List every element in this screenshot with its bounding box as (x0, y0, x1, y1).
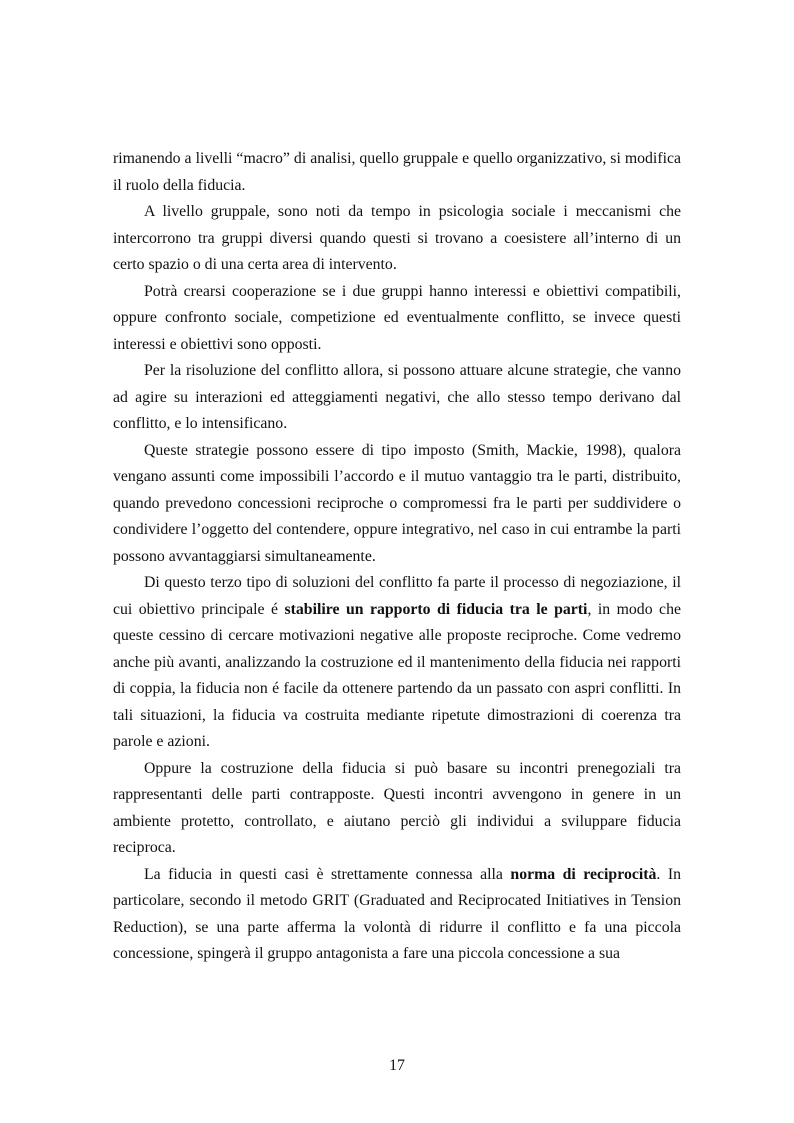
paragraph-4: Per la risoluzione del conflitto allora, si possono attuare alcune strategie, che vanno ad agire su interazioni ed atteggiamenti negativi, che allo stesso tempo derivano dal conflitto, e lo intensificano. (113, 362, 681, 432)
paragraph-2: A livello gruppale, sono noti da tempo in psicologia sociale i meccanismi che intercorrono tra gruppi diversi quando questi si trovano a coesistere all’interno di un certo spazio o di una certa area di intervento. (113, 203, 681, 273)
paragraph-8-text-after: . In particolare, secondo il metodo GRIT (Graduated and Reciprocated Initiatives in Tension Reduction), se una parte afferma la volontà di ridurre il conflitto e fa una piccola concessione, spingerà il gruppo antagonista a fare una piccola concessione a sua (113, 865, 681, 962)
paragraph-6-bold-phrase: stabilire un rapporto di fiducia tra le parti (284, 600, 588, 618)
paragraph-6-text-before: Di questo terzo tipo di soluzioni del conflitto fa parte il processo di negoziazione, il cui obiettivo principale é (113, 574, 681, 618)
paragraph-8 (113, 862, 681, 968)
paragraph-8-text-before: La fiducia in questi casi è strettamente connessa alla (144, 865, 511, 883)
paragraph-1: rimanendo a livelli “macro” di analisi, quello gruppale e quello organizzativo, si modifica il ruolo della fiducia. (113, 150, 681, 194)
body-text (113, 146, 681, 968)
page-number: 17 (389, 1057, 405, 1074)
paragraph-6 (113, 570, 681, 756)
paragraph-3: Potrà crearsi cooperazione se i due gruppi hanno interessi e obiettivi compatibili, oppure confronto sociale, competizione ed eventualmente conflitto, se invece questi interessi e obiettivi sono opposti. (113, 282, 681, 353)
paragraph-7: Oppure la costruzione della fiducia si può basare su incontri prenegoziali tra rappresentanti delle parti contrapposte. Questi incontri avvengono in genere in un ambiente protetto, controllato, e aiutano perciò gli individui a sviluppare fiducia reciproca. (113, 759, 681, 856)
paragraph-8-bold-phrase: norma di reciprocità (510, 865, 657, 883)
paragraph-6-text-after: , in modo che queste cessino di cercare motivazioni negative alle proposte reciproche. Come vedremo anche più avanti, analizzando la costruzione ed il mantenimento della fiducia nei rapporti di coppia, la fiducia non é facile da ottenere partendo da un passato con aspri conflitti. In tali situazioni, la fiducia va costruita mediante ripetute dimostrazioni di coerenza tra parole e azioni. (113, 600, 681, 750)
paragraph-5: Queste strategie possono essere di tipo imposto (Smith, Mackie, 1998), qualora vengano assunti come impossibili l’accordo e il mutuo vantaggio tra le parti, distribuito, quando prevedono concessioni reciproche o compromessi fra le parti per suddividere o condividere l’oggetto del contendere, oppure integrativo, nel caso in cui entrambe la parti possono avvantaggiarsi simultaneamente. (113, 441, 681, 565)
